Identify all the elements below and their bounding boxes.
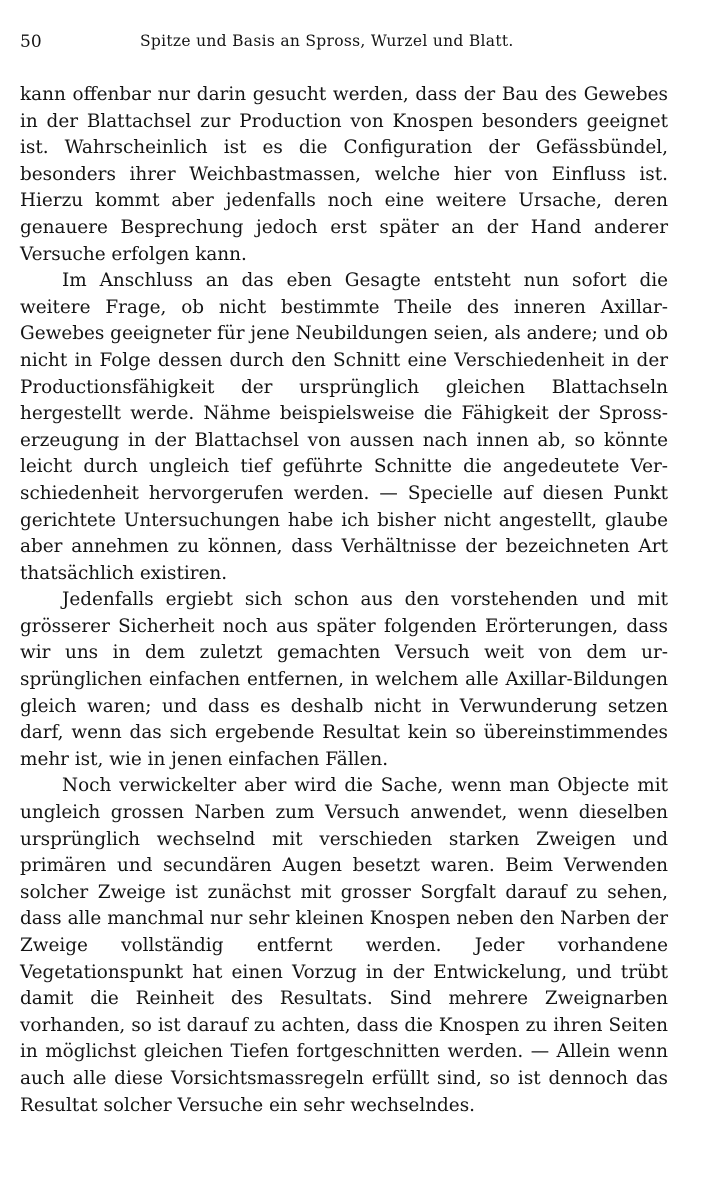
page-number: 50 bbox=[20, 32, 42, 52]
book-page bbox=[20, 26, 668, 1119]
paragraph: Im Anschluss an das eben Gesagte entsteht nun sofort die weitere Frage, ob nicht bestimmte Theile des inneren Axillar-Gewebes geeigneter für jene Neubildungen seien, als andere; und ob nicht in Folge dessen durch den Schnitt eine Verschiedenheit in der Productionsfähigkeit der ursprünglich gleichen Blattachseln hergestellt werde. Nähme beispielsweise die Fähigkeit der Sprosserzeugung in der Blattachsel von aussen nach innen ab, so könnte leicht durch ungleich tief geführte Schnitte die angedeutete Verschiedenheit hervorgerufen werden. — Specielle auf diesen Punkt gerichtete Untersuchungen habe ich bisher nicht angestellt, glaube aber annehmen zu können, dass Verhältnisse der bezeichneten Art thatsächlich existiren. bbox=[20, 270, 668, 584]
running-title: Spitze und Basis an Spross, Wurzel und Blatt. bbox=[140, 32, 514, 50]
paragraph-continued: kann offenbar nur darin gesucht werden, dass der Bau des Gewebes in der Blattachsel zur Production von Knospen besonders geeignet ist. Wahrscheinlich ist es die Configuration der Gefässbündel, besonders ihrer Weichbastmassen, welche hier von Einfluss ist. Hierzu kommt aber jedenfalls noch eine weitere Ursache, deren genauere Besprechung jedoch erst später an der Hand anderer Versuche erfolgen kann. bbox=[20, 84, 668, 265]
running-header bbox=[20, 26, 668, 56]
paragraph: Noch verwickelter aber wird die Sache, wenn man Objecte mit ungleich grossen Narben zum Versuch anwendet, wenn dieselben ursprünglich wechselnd mit verschieden starken Zweigen und primären und secundären Augen besetzt waren. Beim Verwenden solcher Zweige ist zunächst mit grosser Sorgfalt darauf zu sehen, dass alle manchmal nur sehr kleinen Knospen neben den Narben der Zweige vollständig entfernt werden. Jeder vorhandene Vegetationspunkt hat einen Vorzug in der Entwickelung, und trübt damit die Reinheit des Resultats. Sind mehrere Zweignarben vorhanden, so ist darauf zu achten, dass die Knospen zu ihren Seiten in möglichst gleichen Tiefen fortgeschnitten werden. — Allein wenn auch alle diese Vorsichtsmassregeln erfüllt sind, so ist dennoch das Resultat solcher Versuche ein sehr wechselndes. bbox=[20, 775, 668, 1116]
body-text bbox=[20, 82, 668, 1119]
paragraph: Jedenfalls ergiebt sich schon aus den vorstehenden und mit grösserer Sicherheit noch aus später folgenden Erörterungen, dass wir uns in dem zuletzt gemachten Versuch weit von dem ursprünglichen einfachen entfernen, in welchem alle Axillar-Bildungen gleich waren; und dass es deshalb nicht in Verwunderung setzen darf, wenn das sich ergebende Resultat kein so übereinstimmendes mehr ist, wie in jenen einfachen Fällen. bbox=[20, 589, 668, 770]
